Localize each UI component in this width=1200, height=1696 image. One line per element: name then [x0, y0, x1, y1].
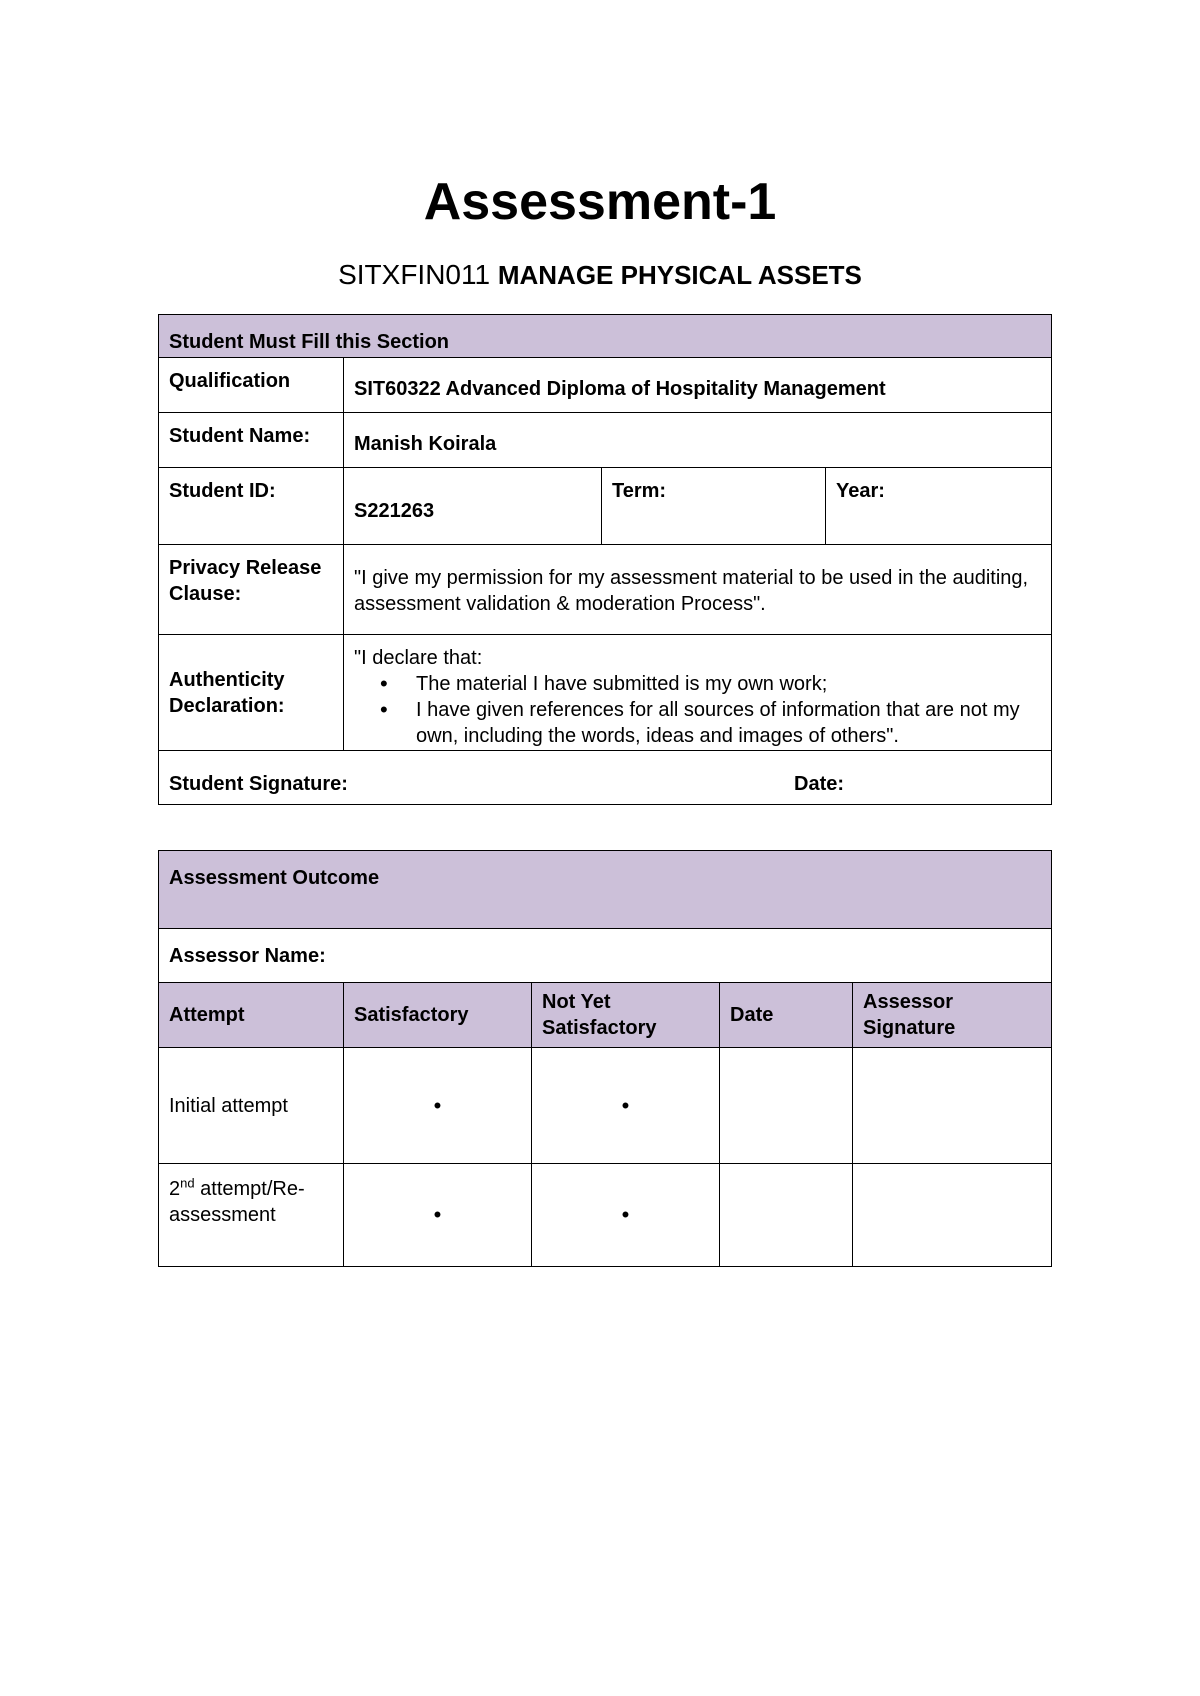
column-header-assessor-signature: Assessor Signature: [853, 983, 1052, 1048]
assessor-signature-cell[interactable]: [853, 1048, 1052, 1164]
attempt-ordinal-suffix: nd: [180, 1175, 195, 1191]
privacy-text: "I give my permission for my assessment material to be used in the auditing, assessment validation & moderation Process".: [344, 545, 1052, 635]
signature-row[interactable]: [159, 751, 1052, 805]
authenticity-declaration: [344, 635, 1052, 751]
page-title: Assessment-1: [423, 173, 777, 231]
term-field[interactable]: Term:: [602, 468, 826, 545]
attempt-label: Initial attempt: [159, 1048, 344, 1164]
unit-subtitle: [0, 258, 1200, 292]
column-header-satisfactory: Satisfactory: [344, 983, 532, 1048]
column-header-not-yet-satisfactory: Not Yet Satisfactory: [532, 983, 720, 1048]
table-row: [159, 1164, 1052, 1267]
unit-name: MANAGE PHYSICAL ASSETS: [497, 260, 862, 290]
attempt-number: 2: [169, 1178, 181, 1200]
student-id-label: Student ID:: [159, 468, 344, 545]
satisfactory-option[interactable]: •: [344, 1048, 532, 1164]
authenticity-list: [354, 671, 1041, 749]
list-item: • The material I have submitted is my own work;: [416, 671, 1041, 697]
student-name-label: Student Name:: [159, 413, 344, 468]
column-header-attempt: Attempt: [159, 983, 344, 1048]
student-signature-label: Student Signature:: [169, 773, 348, 795]
not-yet-satisfactory-option[interactable]: •: [532, 1048, 720, 1164]
student-name-value[interactable]: Manish Koirala: [344, 413, 1052, 468]
assessor-name-field[interactable]: Assessor Name:: [159, 929, 1052, 983]
student-id-value[interactable]: S221263: [344, 468, 602, 545]
date-cell[interactable]: [720, 1048, 853, 1164]
table-row: [159, 1048, 1052, 1164]
list-item: • I have given references for all sources of information that are not my own, including the words, ideas and images of others".: [416, 697, 1041, 749]
date-cell[interactable]: [720, 1164, 853, 1267]
not-yet-satisfactory-option[interactable]: •: [532, 1164, 720, 1267]
privacy-label: Privacy Release Clause:: [159, 545, 344, 635]
assessor-signature-cell[interactable]: [853, 1164, 1052, 1267]
unit-code: SITXFIN011: [338, 259, 491, 290]
authenticity-intro: "I declare that:: [354, 647, 483, 669]
attempt-label: [159, 1164, 344, 1267]
column-header-date: Date: [720, 983, 853, 1048]
satisfactory-option[interactable]: •: [344, 1164, 532, 1267]
outcome-header: Assessment Outcome: [159, 851, 1052, 929]
qualification-value[interactable]: SIT60322 Advanced Diploma of Hospitality Management: [344, 358, 1052, 413]
year-field[interactable]: Year:: [826, 468, 1052, 545]
qualification-label: Qualification: [159, 358, 344, 413]
student-section-table: [158, 314, 1052, 805]
outcome-table: [158, 850, 1052, 1267]
authenticity-label: Authenticity Declaration:: [159, 635, 344, 751]
student-section-header: Student Must Fill this Section: [159, 315, 1052, 358]
attempt-text: attempt/Re-assessment: [169, 1178, 305, 1226]
date-label: Date:: [794, 773, 845, 795]
